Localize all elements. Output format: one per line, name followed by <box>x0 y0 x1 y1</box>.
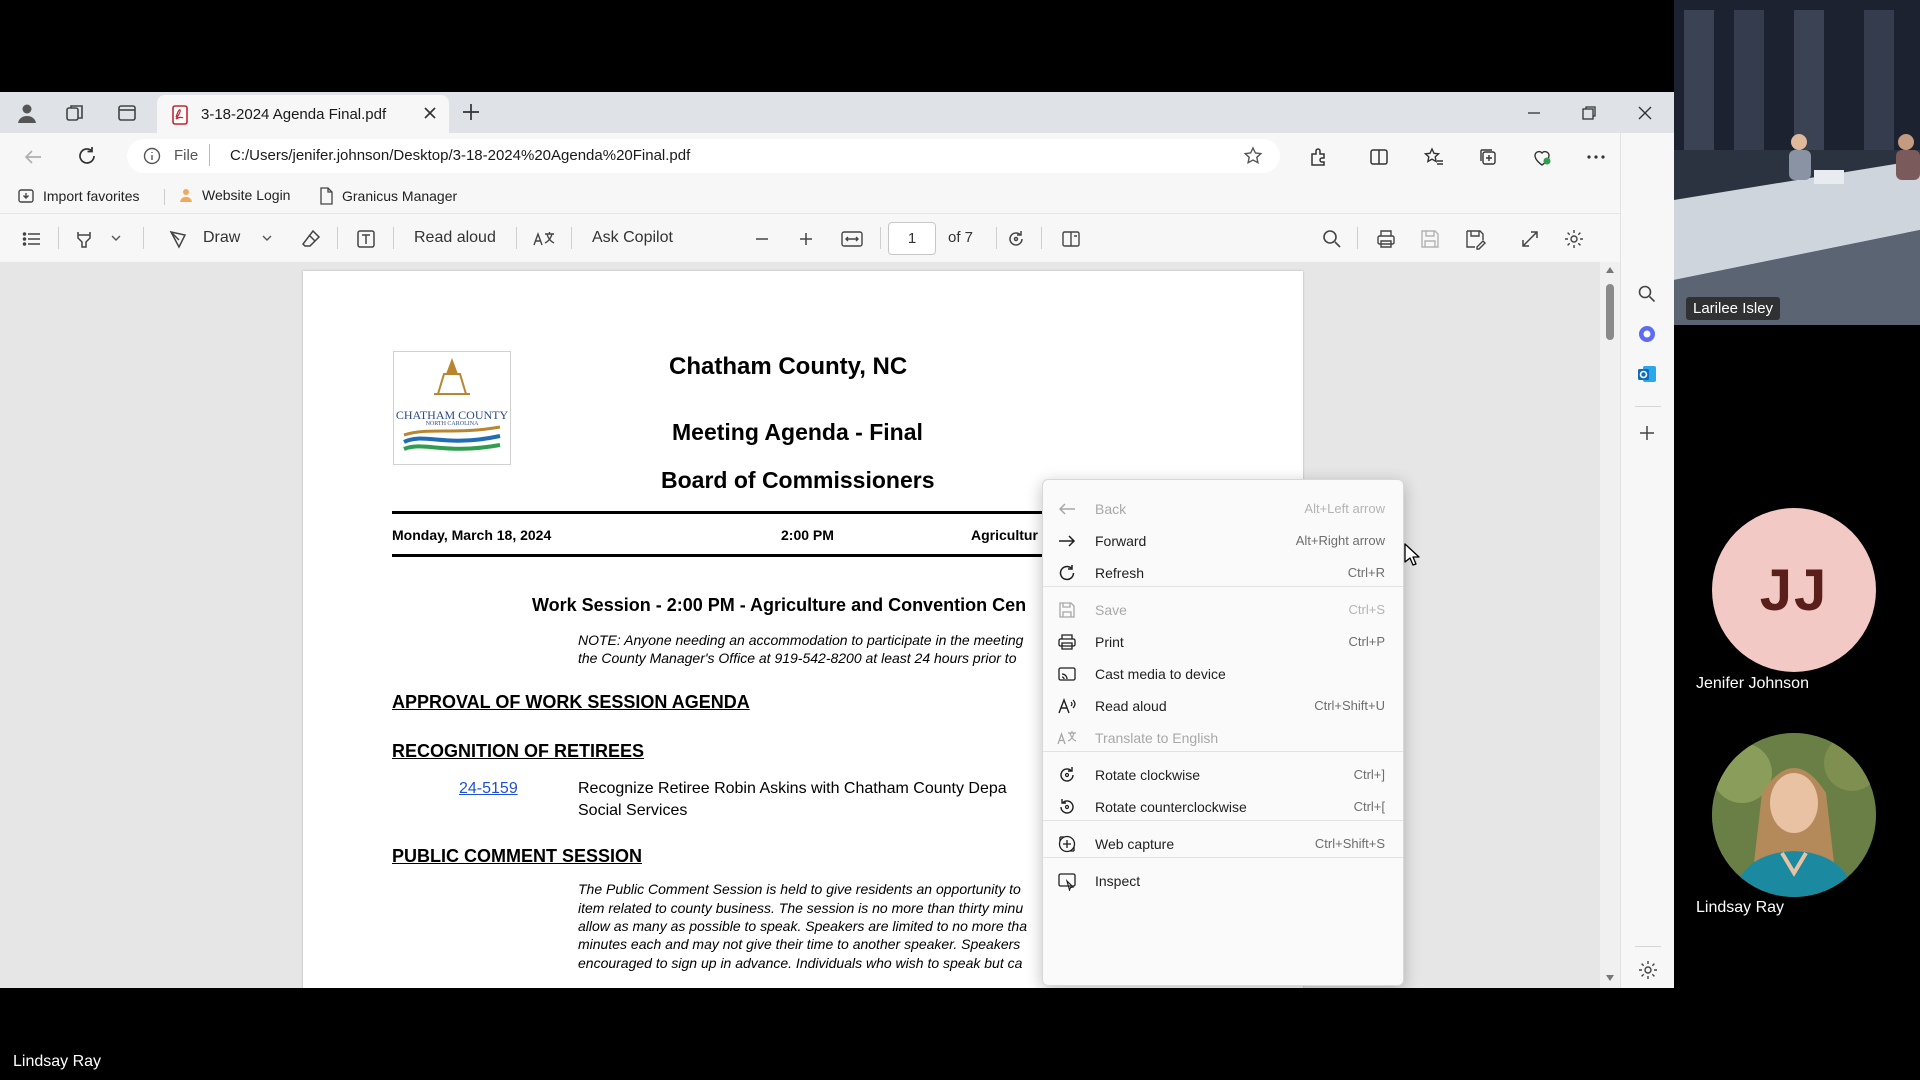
mouse-cursor-icon <box>1403 542 1421 568</box>
header-rule-top <box>392 511 1132 514</box>
highlight-dropdown-icon[interactable] <box>110 232 122 244</box>
toolbar-divider <box>996 227 997 249</box>
arrow-left-icon <box>1057 499 1077 519</box>
context-menu-label: Refresh <box>1095 565 1145 581</box>
refresh-icon[interactable] <box>76 145 98 167</box>
favorites-icon[interactable] <box>1423 146 1445 168</box>
rotate-clockwise-icon <box>1057 765 1077 785</box>
scroll-down-icon <box>1605 974 1615 982</box>
ask-copilot-button[interactable]: Ask Copilot <box>592 229 673 246</box>
arrow-right-icon <box>1057 531 1077 551</box>
sidebar-divider <box>1635 946 1661 947</box>
pdf-file-icon <box>170 105 190 125</box>
draw-icon[interactable] <box>167 228 189 250</box>
context-menu-item-print[interactable] <box>1043 624 1403 660</box>
toolbar-divider <box>143 227 144 249</box>
public-comment-line: minutes each and may not give their time to another speaker. Speakers <box>578 936 1021 952</box>
rotate-icon[interactable] <box>1005 228 1027 250</box>
note-line-2: the County Manager's Office at 919-542-8200 at least 24 hours prior to <box>578 650 1017 666</box>
tab-active[interactable] <box>157 95 449 133</box>
video-tile-name: Larilee Isley <box>1686 297 1780 320</box>
back-icon[interactable] <box>22 146 44 168</box>
context-menu-shortcut: Ctrl+Shift+S <box>1314 836 1385 851</box>
refresh-icon <box>1057 563 1077 583</box>
page-total-label: of 7 <box>948 229 974 246</box>
new-tab-icon[interactable] <box>460 101 482 123</box>
import-icon <box>17 187 35 205</box>
participant-avatar-jj[interactable] <box>1712 508 1876 672</box>
context-menu-item-cast-media-to-device[interactable] <box>1043 656 1403 692</box>
context-menu-shortcut: Ctrl+P <box>1348 634 1385 649</box>
section-public-comment: PUBLIC COMMENT SESSION <box>392 846 643 866</box>
tab-title: 3-18-2024 Agenda Final.pdf <box>201 106 387 123</box>
favorite-website-login[interactable] <box>178 187 290 203</box>
favorite-import-label: Import favorites <box>43 188 140 204</box>
zoom-in-icon[interactable] <box>796 228 816 250</box>
pdf-settings-icon[interactable] <box>1563 228 1585 250</box>
browser-window <box>0 92 1674 988</box>
split-screen-icon[interactable] <box>1368 146 1390 168</box>
context-menu-label: Inspect <box>1095 873 1141 889</box>
context-menu-shortcut: Alt+Left arrow <box>1304 501 1385 516</box>
save-as-icon[interactable] <box>1464 228 1486 250</box>
eraser-icon[interactable] <box>300 228 322 250</box>
info-icon[interactable] <box>143 147 161 165</box>
draw-button-label[interactable]: Draw <box>203 229 241 246</box>
browser-essentials-icon[interactable] <box>1531 146 1553 168</box>
sidebar-copilot-icon[interactable] <box>1636 323 1658 345</box>
draw-dropdown-icon[interactable] <box>261 232 273 244</box>
read-aloud-button[interactable]: Read aloud <box>414 229 496 246</box>
page-number-input[interactable]: 1 <box>888 222 936 255</box>
pdf-scrollbar[interactable] <box>1600 262 1620 988</box>
context-menu-label: Forward <box>1095 533 1147 549</box>
context-menu-divider <box>1043 751 1403 752</box>
sidebar-divider <box>1635 406 1661 407</box>
document-board: Board of Commissioners <box>661 467 935 493</box>
vertical-tabs-icon[interactable] <box>116 102 138 124</box>
context-menu-label: Print <box>1095 634 1124 650</box>
sidebar-add-icon[interactable] <box>1637 423 1657 443</box>
more-options-icon[interactable] <box>1585 146 1607 168</box>
context-menu-item-inspect[interactable] <box>1043 863 1403 899</box>
edge-sidebar <box>1620 133 1674 988</box>
close-tab-icon[interactable] <box>423 106 437 120</box>
context-menu-item-back[interactable] <box>1043 491 1403 527</box>
context-menu-label: Web capture <box>1095 836 1175 852</box>
section-recognition: RECOGNITION OF RETIREES <box>392 741 645 761</box>
sidebar-search-icon[interactable] <box>1637 284 1657 304</box>
print-icon[interactable] <box>1375 228 1397 250</box>
close-window-icon[interactable] <box>1634 102 1656 124</box>
web-capture-icon <box>1057 834 1077 854</box>
profile-icon[interactable] <box>16 102 38 124</box>
contents-icon[interactable] <box>21 228 43 250</box>
participant-name-jenifer: Jenifer Johnson <box>1696 675 1809 692</box>
address-bar[interactable] <box>127 139 1280 173</box>
context-menu-shortcut: Ctrl+Shift+U <box>1314 698 1385 713</box>
context-menu-label: Cast media to device <box>1095 666 1226 682</box>
pdf-search-icon[interactable] <box>1321 228 1343 250</box>
toolbar-divider <box>516 227 517 249</box>
context-menu-label: Back <box>1095 501 1127 517</box>
favorites-divider <box>164 189 165 205</box>
save-icon[interactable] <box>1419 228 1441 250</box>
participant-photo-lindsay[interactable] <box>1712 733 1876 897</box>
agenda-item-text-1: Recognize Retiree Robin Askins with Chatham County Depa <box>578 780 1007 797</box>
context-menu-label: Translate to English <box>1095 730 1219 746</box>
toolbar-divider <box>880 227 881 249</box>
page-view-icon[interactable] <box>1060 228 1082 250</box>
url-divider <box>209 144 210 166</box>
pdf-toolbar <box>0 213 1620 262</box>
toolbar-divider <box>571 227 572 249</box>
self-view-name: Lindsay Ray <box>13 1053 102 1070</box>
context-menu-item-save[interactable] <box>1043 592 1403 628</box>
meeting-room-video <box>1674 0 1920 325</box>
sidebar-outlook-icon[interactable] <box>1636 363 1658 385</box>
context-menu <box>1042 479 1404 986</box>
url-text[interactable]: C:/Users/jenifer.johnson/Desktop/3-18-2024%20Agenda%20Final.pdf <box>230 147 691 164</box>
context-menu-label: Read aloud <box>1095 698 1167 714</box>
workspaces-icon[interactable] <box>64 102 86 124</box>
context-menu-label: Rotate clockwise <box>1095 767 1201 783</box>
public-comment-line: item related to county business. The session is no more than thirty minu <box>578 900 1024 916</box>
meeting-time: 2:00 PM <box>781 527 834 543</box>
read-aloud-icon <box>1057 696 1077 716</box>
favorite-website-login-label: Website Login <box>202 187 291 203</box>
context-menu-shortcut: Ctrl+R <box>1347 565 1385 580</box>
printer-icon <box>1057 632 1077 652</box>
meeting-location: Agricultur <box>971 527 1038 543</box>
public-comment-line: encouraged to sign up in advance. Individuals who wish to speak but ca <box>578 955 1023 971</box>
scrollbar-thumb[interactable] <box>1606 284 1614 340</box>
tab-bar <box>0 92 1674 133</box>
context-menu-label: Rotate counterclockwise <box>1095 799 1247 815</box>
context-menu-shortcut: Ctrl+] <box>1353 767 1385 782</box>
highlight-icon[interactable] <box>73 228 95 250</box>
full-screen-icon[interactable] <box>1519 228 1541 250</box>
header-rule-bottom <box>392 554 1132 557</box>
address-bar-row <box>0 133 1674 179</box>
participant-name-lindsay: Lindsay Ray <box>1696 899 1785 916</box>
cast-icon <box>1057 664 1077 684</box>
zoom-out-icon[interactable] <box>752 228 772 250</box>
context-menu-divider <box>1043 820 1403 821</box>
logo-text: CHATHAM COUNTY <box>395 408 509 422</box>
agenda-item-link[interactable]: 24-5159 <box>459 780 518 797</box>
scroll-up-icon <box>1605 266 1615 274</box>
context-menu-shortcut: Ctrl+[ <box>1353 799 1385 814</box>
save-icon <box>1057 600 1077 620</box>
toolbar-divider <box>393 227 394 249</box>
translate-icon[interactable] <box>532 228 556 250</box>
document-title: Meeting Agenda - Final <box>672 419 923 445</box>
restore-icon[interactable] <box>1578 102 1600 124</box>
page-icon <box>318 187 334 205</box>
public-comment-line: allow as many as possible to speak. Speakers are limited to no more tha <box>578 918 1028 934</box>
rotate-counterclockwise-icon <box>1057 797 1077 817</box>
agenda-item-text-2: Social Services <box>578 802 688 819</box>
collections-icon[interactable] <box>1477 146 1499 168</box>
participant-photo <box>1712 733 1876 897</box>
context-menu-label: Save <box>1095 602 1127 618</box>
person-icon <box>178 187 194 203</box>
work-session-heading: Work Session - 2:00 PM - Agriculture and Convention Cen <box>532 595 1027 615</box>
favorite-granicus[interactable] <box>318 187 457 205</box>
logo-subtext: NORTH CAROLINA <box>425 421 479 427</box>
context-menu-item-forward[interactable] <box>1043 523 1403 559</box>
fit-to-width-icon[interactable] <box>840 228 864 250</box>
county-logo <box>393 351 511 465</box>
context-menu-item-read-aloud[interactable] <box>1043 688 1403 724</box>
public-comment-line: The Public Comment Session is held to give residents an opportunity to <box>578 881 1021 897</box>
video-tile-larilee[interactable] <box>1674 0 1920 325</box>
favorites-bar <box>0 179 1674 213</box>
favorite-star-icon[interactable] <box>1243 146 1263 166</box>
favorite-import[interactable] <box>17 187 139 205</box>
toolbar-divider <box>58 227 59 249</box>
context-menu-shortcut: Alt+Right arrow <box>1295 533 1385 548</box>
toolbar-divider <box>337 227 338 249</box>
avatar-initials: JJ <box>1759 557 1829 623</box>
toolbar-divider <box>1041 227 1042 249</box>
text-box-icon[interactable] <box>355 228 377 250</box>
note-line-1: NOTE: Anyone needing an accommodation to participate in the meeting <box>578 632 1024 648</box>
sidebar-settings-icon[interactable] <box>1637 959 1659 981</box>
translate-icon <box>1057 728 1077 748</box>
favorite-granicus-label: Granicus Manager <box>342 188 458 204</box>
context-menu-shortcut: Ctrl+S <box>1348 602 1385 617</box>
extensions-icon[interactable] <box>1308 146 1330 168</box>
inspect-icon <box>1057 871 1077 891</box>
context-menu-item-rotate-clockwise[interactable] <box>1043 757 1403 793</box>
minimize-icon[interactable] <box>1523 102 1545 124</box>
context-menu-divider <box>1043 857 1403 858</box>
document-county: Chatham County, NC <box>669 353 908 380</box>
meeting-date: Monday, March 18, 2024 <box>392 527 552 543</box>
toolbar-divider <box>1357 227 1358 249</box>
url-scheme-label: File <box>174 147 199 164</box>
context-menu-divider <box>1043 586 1403 587</box>
section-approval: APPROVAL OF WORK SESSION AGENDA <box>392 692 750 712</box>
